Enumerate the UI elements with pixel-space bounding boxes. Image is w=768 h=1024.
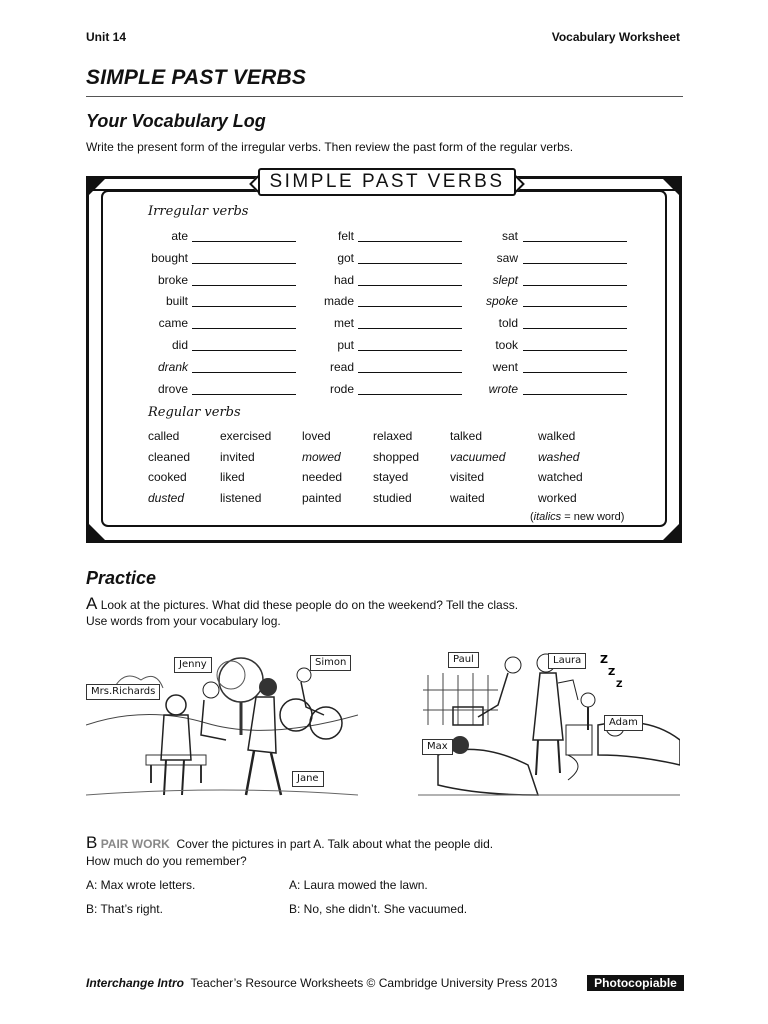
write-in-blank[interactable] xyxy=(523,394,627,395)
page-title: SIMPLE PAST VERBS xyxy=(86,66,307,89)
regular-verb: needed xyxy=(302,470,343,484)
write-in-blank[interactable] xyxy=(523,241,627,242)
irregular-verb: made xyxy=(323,294,354,309)
title-rule xyxy=(86,96,683,97)
svg-text:Z: Z xyxy=(608,667,616,678)
label-simon: Simon xyxy=(310,655,351,671)
irregular-verb: read xyxy=(329,359,354,374)
regular-verb: liked xyxy=(220,470,245,484)
irregular-verb: built xyxy=(165,294,188,309)
write-in-blank[interactable] xyxy=(523,285,627,286)
irregular-verb: came xyxy=(158,316,188,331)
irregular-verb: sat xyxy=(501,229,518,243)
write-in-blank[interactable] xyxy=(523,328,627,329)
label-paul: Paul xyxy=(448,652,479,668)
irregular-verb: bought xyxy=(151,250,188,265)
irregular-verbs-label: Irregular verbs xyxy=(148,204,249,219)
irregular-verb: put xyxy=(337,338,354,352)
write-in-blank[interactable] xyxy=(523,263,627,264)
pair-work-label: PAIR WORK xyxy=(100,837,170,851)
regular-verb: loved xyxy=(302,429,331,443)
footer-credit xyxy=(86,976,557,990)
regular-verb: painted xyxy=(302,490,342,505)
write-in-blank[interactable] xyxy=(523,372,627,373)
italics-note: (italics = new word) xyxy=(530,511,625,523)
unit-label: Unit 14 xyxy=(86,30,127,44)
label-jenny: Jenny xyxy=(174,657,212,673)
part-a-instructions-2: Use words from your vocabulary log. xyxy=(86,614,281,628)
irregular-verb: drank xyxy=(157,359,188,374)
regular-verbs-label: Regular verbs xyxy=(148,405,241,420)
irregular-verb: ate xyxy=(171,229,188,243)
irregular-verb: met xyxy=(333,316,354,331)
regular-verb: walked xyxy=(538,429,576,443)
irregular-verb: took xyxy=(495,338,518,352)
label-mrs-richards: Mrs.Richards xyxy=(86,684,160,700)
regular-verb: listened xyxy=(220,490,262,505)
dialog-line: A: Laura mowed the lawn. xyxy=(289,878,428,892)
regular-verb: talked xyxy=(450,429,483,443)
irregular-verb: saw xyxy=(496,250,518,265)
part-b-letter: B xyxy=(86,833,98,852)
regular-verb: cooked xyxy=(148,470,187,484)
regular-verb: vacuumed xyxy=(450,449,506,464)
label-max: Max xyxy=(422,739,453,755)
part-b-instructions: B PAIR WORK Cover the pictures in part A. Talk about what the people did. xyxy=(86,833,494,852)
regular-verb: mowed xyxy=(302,449,341,464)
svg-text:Z: Z xyxy=(616,680,623,690)
irregular-verb: went xyxy=(492,359,518,374)
regular-verb: visited xyxy=(450,470,485,484)
regular-verb: dusted xyxy=(148,490,185,505)
write-in-blank[interactable] xyxy=(523,350,627,351)
label-jane: Jane xyxy=(292,771,324,787)
regular-verb: invited xyxy=(220,449,255,464)
irregular-verb: rode xyxy=(329,381,354,396)
practice-heading: Practice xyxy=(86,568,157,588)
vocab-log-instructions: Write the present form of the irregular verbs. Then review the past form of the regular verbs. xyxy=(86,140,574,154)
irregular-verb: did xyxy=(171,338,188,352)
regular-verb: stayed xyxy=(373,470,409,484)
regular-verb: shopped xyxy=(373,449,420,464)
regular-verb: worked xyxy=(538,490,577,505)
regular-verb: exercised xyxy=(220,429,272,443)
vocab-log-heading: Your Vocabulary Log xyxy=(86,111,266,131)
irregular-verb: broke xyxy=(157,272,188,287)
part-b-instructions-2: How much do you remember? xyxy=(86,854,247,868)
irregular-verb: drove xyxy=(157,381,188,396)
regular-verb: watched xyxy=(538,470,583,484)
irregular-verb: spoke xyxy=(485,294,518,309)
irregular-verb: had xyxy=(333,272,354,287)
dialog-line: B: No, she didn’t. She vacuumed. xyxy=(289,902,468,916)
regular-verb: waited xyxy=(450,490,485,505)
irregular-verb: wrote xyxy=(488,381,518,396)
dialog-line: A: Max wrote letters. xyxy=(86,878,196,892)
label-laura: Laura xyxy=(548,653,586,669)
label-adam: Adam xyxy=(604,715,643,731)
regular-verb: studied xyxy=(373,490,412,505)
photocopiable-badge: Photocopiable xyxy=(587,975,684,991)
box-banner: SIMPLE PAST VERBS xyxy=(258,168,516,196)
dialog-line: B: That’s right. xyxy=(86,902,163,916)
irregular-verb: felt xyxy=(337,229,354,243)
footer-brand: Interchange Intro xyxy=(86,976,185,990)
worksheet-type: Vocabulary Worksheet xyxy=(551,30,680,44)
write-in-blank[interactable] xyxy=(523,306,627,307)
part-a-letter: A xyxy=(86,594,98,613)
irregular-verb: got xyxy=(337,250,354,265)
irregular-verb: told xyxy=(498,316,518,331)
part-a-instructions: A Look at the pictures. What did these people do on the weekend? Tell the class. xyxy=(86,594,519,613)
irregular-verb: slept xyxy=(492,272,518,287)
regular-verb: called xyxy=(148,429,180,443)
regular-verb: cleaned xyxy=(148,449,191,464)
footer-text: Teacher’s Resource Worksheets © Cambridge University Press 2013 xyxy=(190,976,558,990)
regular-verb: relaxed xyxy=(373,429,413,443)
regular-verb: washed xyxy=(538,449,580,464)
svg-text:Z: Z xyxy=(600,653,608,666)
